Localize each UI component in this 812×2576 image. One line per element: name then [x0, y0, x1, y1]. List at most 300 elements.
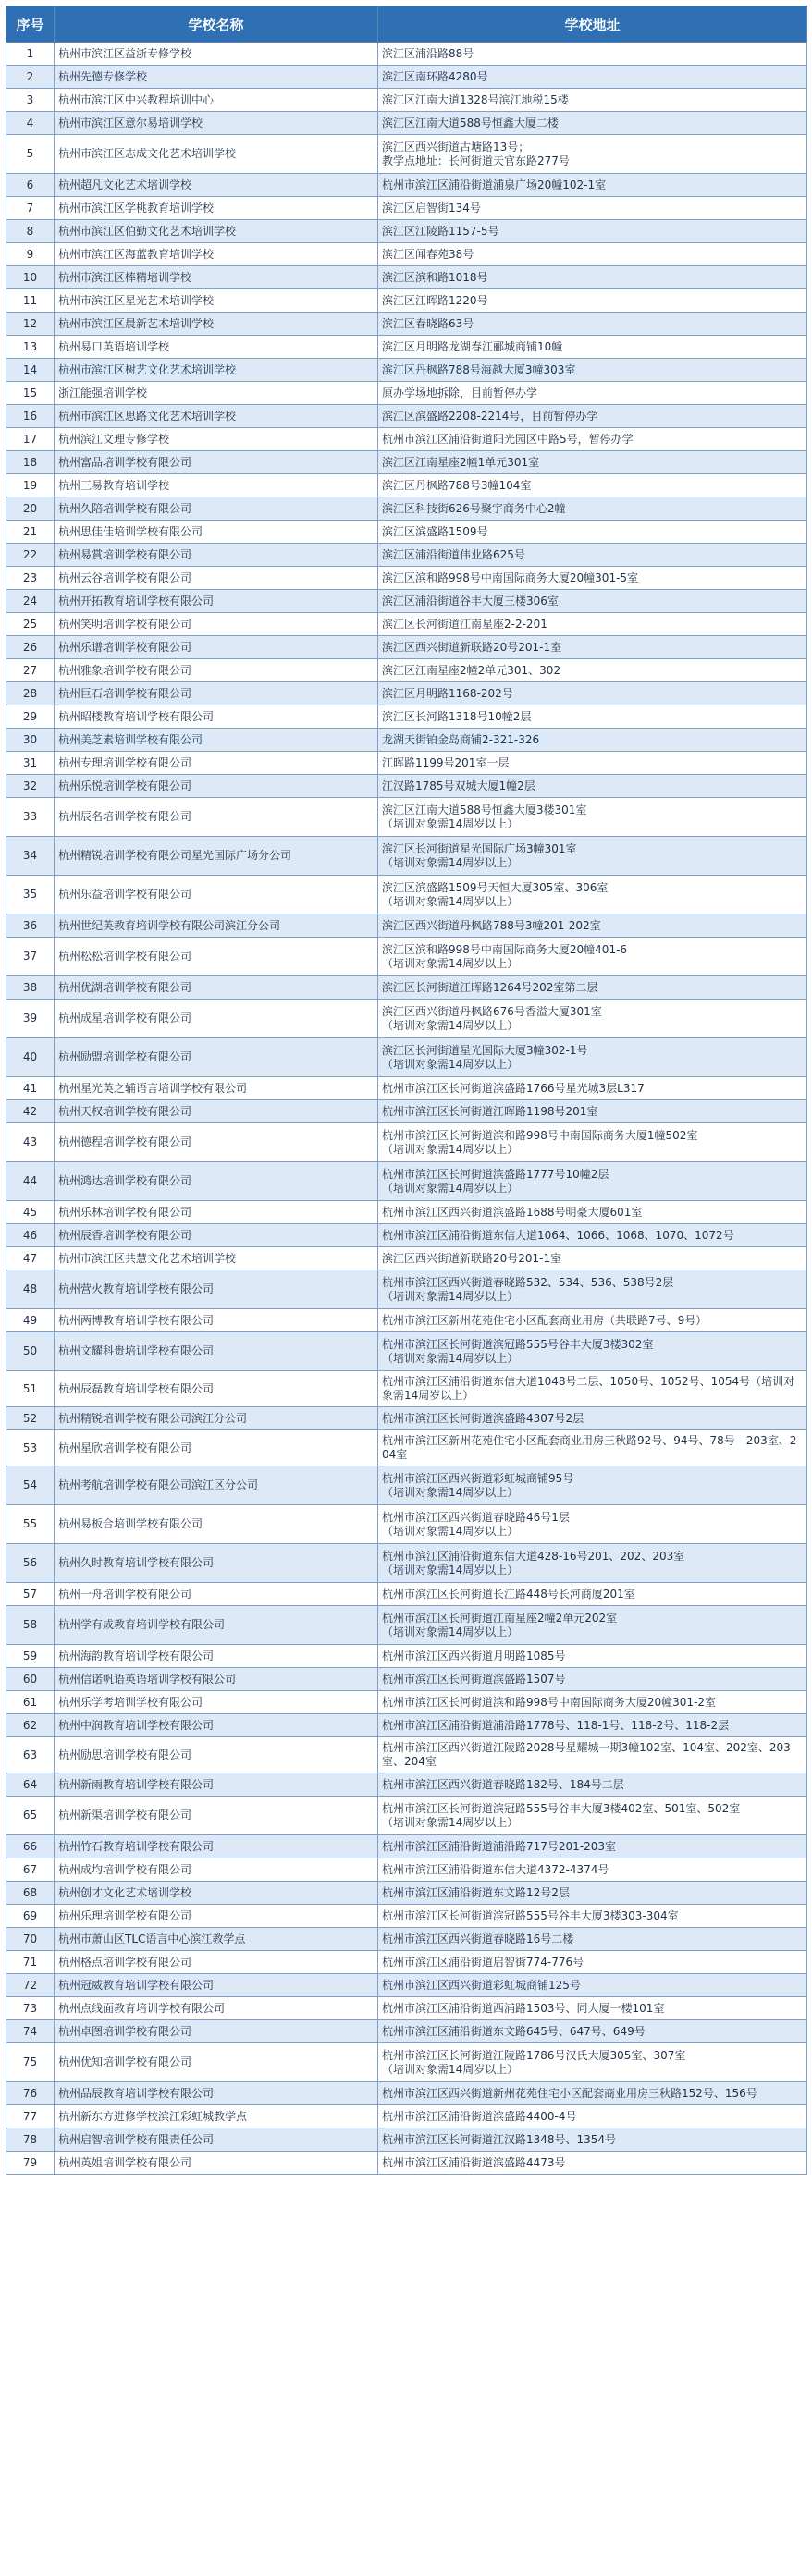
- address-line: 杭州市滨江区长河街道江南星座2幢2单元202室: [382, 1611, 618, 1625]
- address-line: （培训对象需14周岁以上）: [382, 956, 519, 970]
- table-row: [6, 2020, 807, 2043]
- school-name: 杭州易賞培训学校有限公司: [55, 544, 378, 567]
- row-number: 38: [6, 976, 55, 1000]
- row-number: 47: [6, 1247, 55, 1270]
- school-address: [378, 1123, 807, 1162]
- school-address: [378, 1000, 807, 1038]
- address-line: 杭州市滨江区浦沿街道东文路12号2层: [382, 1885, 570, 1899]
- row-number: 13: [6, 336, 55, 359]
- school-address: [378, 1100, 807, 1123]
- school-name: 杭州市滨江区棒精培训学校: [55, 266, 378, 289]
- table-row: [6, 1858, 807, 1882]
- address-line: 杭州市滨江区西兴街道彩虹城商铺125号: [382, 1978, 581, 1992]
- address-line: 滨江区闻春苑38号: [382, 247, 474, 261]
- school-address: [378, 405, 807, 428]
- address-line: 滨江区浦沿路88号: [382, 46, 474, 60]
- table-row: [6, 313, 807, 336]
- table-row: [6, 289, 807, 313]
- school-address: [378, 197, 807, 220]
- school-name: 杭州新东方进修学校滨江彩虹城教学点: [55, 2105, 378, 2128]
- address-line: 杭州市滨江区长河街道滨冠路555号谷丰大厦3楼402室、501室、502室: [382, 1801, 741, 1815]
- row-number: 25: [6, 613, 55, 636]
- school-name: 杭州乐益培训学校有限公司: [55, 876, 378, 914]
- school-name: 杭州市滨江区思路文化艺术培训学校: [55, 405, 378, 428]
- table-row: [6, 474, 807, 497]
- address-line: 杭州市滨江区西兴街道春晓路532、534、536、538号2层: [382, 1275, 674, 1289]
- address-line: （培训对象需14周岁以上）: [382, 1485, 519, 1499]
- row-number: 44: [6, 1162, 55, 1201]
- address-line: （培训对象需14周岁以上）: [382, 1181, 519, 1195]
- address-line: 杭州市滨江区西兴街道新州花苑住宅小区配套商业用房三秋路152号、156号: [382, 2086, 757, 2100]
- row-number: 37: [6, 938, 55, 976]
- school-address: [378, 1858, 807, 1882]
- address-line: 滨江区滨和路998号中南国际商务大厦20幢301-5室: [382, 570, 639, 584]
- school-name: 杭州乐谱培训学校有限公司: [55, 636, 378, 659]
- address-line: （培训对象需14周岁以上）: [382, 855, 519, 869]
- address-line: 滨江区南环路4280号: [382, 69, 488, 83]
- school-name: 杭州天权培训学校有限公司: [55, 1100, 378, 1123]
- school-name: 杭州久陪培训学校有限公司: [55, 497, 378, 521]
- address-line: （培训对象需14周岁以上）: [382, 1289, 519, 1303]
- school-address: [378, 798, 807, 837]
- address-line: 滨江区滨盛路1509号天恒大厦305室、306室: [382, 880, 609, 894]
- school-address: [378, 1332, 807, 1371]
- row-number: 5: [6, 135, 55, 174]
- address-line: 杭州市滨江区西兴街道春晓路182号、184号二层: [382, 1777, 624, 1791]
- address-line: 滨江区月明路龙湖春江郦城商铺10幢: [382, 339, 563, 353]
- school-address: [378, 474, 807, 497]
- school-address: [378, 2128, 807, 2152]
- row-number: 26: [6, 636, 55, 659]
- table-row: [6, 359, 807, 382]
- row-number: 51: [6, 1371, 55, 1407]
- school-name: 杭州优湖培训学校有限公司: [55, 976, 378, 1000]
- address-line: 杭州市滨江区长河街道长江路448号长河商厦201室: [382, 1587, 635, 1601]
- table-row: [6, 451, 807, 474]
- address-line: 滨江区江南大道1328号滨江地税15楼: [382, 92, 569, 106]
- row-number: 32: [6, 775, 55, 798]
- school-address: [378, 243, 807, 266]
- school-address: [378, 729, 807, 752]
- table-row: [6, 613, 807, 636]
- school-name: 杭州文耀科贵培训学校有限公司: [55, 1332, 378, 1371]
- address-line: 杭州市滨江区浦沿街道东文路645号、647号、649号: [382, 2024, 646, 2038]
- row-number: 60: [6, 1668, 55, 1691]
- table-row: [6, 1100, 807, 1123]
- address-line: 杭州市滨江区浦沿街道阳光园区中路5号，暂停办学: [382, 432, 634, 446]
- row-number: 22: [6, 544, 55, 567]
- school-name: 杭州启智培训学校有限责任公司: [55, 2128, 378, 2152]
- row-number: 62: [6, 1714, 55, 1737]
- address-line: （培训对象需14周岁以上）: [382, 816, 519, 830]
- school-address: [378, 837, 807, 876]
- table-row: [6, 590, 807, 613]
- address-line: 杭州市滨江区长河街道滨盛路1777号10幢2层: [382, 1167, 609, 1181]
- header-school-name: 学校名称: [55, 6, 378, 43]
- school-address: [378, 266, 807, 289]
- row-number: 20: [6, 497, 55, 521]
- address-line: 龙湖天街铂金岛商铺2-321-326: [382, 732, 540, 746]
- table-row: [6, 1430, 807, 1466]
- table-row: [6, 1691, 807, 1714]
- address-line: 杭州市滨江区西兴街道春晓路16号二楼: [382, 1932, 574, 1945]
- row-number: 10: [6, 266, 55, 289]
- school-address: [378, 2152, 807, 2175]
- school-name: 杭州市滨江区中兴教程培训中心: [55, 89, 378, 112]
- address-line: 滨江区江南大道588号恒鑫大厦二楼: [382, 116, 559, 129]
- school-name: 杭州开拓教育培训学校有限公司: [55, 590, 378, 613]
- table-row: [6, 43, 807, 66]
- row-number: 39: [6, 1000, 55, 1038]
- address-line: 杭州市滨江区长河街道滨和路998号中南国际商务大厦1幢502室: [382, 1128, 698, 1142]
- school-name: 杭州鸿达培训学校有限公司: [55, 1162, 378, 1201]
- school-name: 杭州易口英语培训学校: [55, 336, 378, 359]
- address-line: 杭州市滨江区新州花苑住宅小区配套商业用房三秋路92号、94号、78号—203室、204室: [382, 1434, 797, 1461]
- school-name: 杭州新雨教育培训学校有限公司: [55, 1773, 378, 1797]
- row-number: 57: [6, 1583, 55, 1606]
- table-row: [6, 1162, 807, 1201]
- school-address: [378, 289, 807, 313]
- row-number: 63: [6, 1737, 55, 1773]
- school-name: 杭州辰名培训学校有限公司: [55, 798, 378, 837]
- school-name: 杭州海韵教育培训学校有限公司: [55, 1645, 378, 1668]
- school-address: [378, 43, 807, 66]
- table-row: [6, 636, 807, 659]
- address-line: （培训对象需14周岁以上）: [382, 1524, 519, 1538]
- address-line: 教学点地址：长河街道天官东路277号: [382, 153, 570, 167]
- school-name: 杭州辰磊教育培训学校有限公司: [55, 1371, 378, 1407]
- school-address: [378, 112, 807, 135]
- school-name: 杭州市滨江区意尔易培训学校: [55, 112, 378, 135]
- school-name: 杭州先德专修学校: [55, 66, 378, 89]
- address-line: 江汉路1785号双城大厦1幢2层: [382, 779, 535, 792]
- row-number: 53: [6, 1430, 55, 1466]
- row-number: 71: [6, 1951, 55, 1974]
- school-name: 杭州雅象培训学校有限公司: [55, 659, 378, 682]
- address-line: 杭州市滨江区浦沿街道浦沿路1778号、118-1号、118-2号、118-2层: [382, 1718, 730, 1732]
- school-address: [378, 521, 807, 544]
- row-number: 65: [6, 1797, 55, 1835]
- row-number: 33: [6, 798, 55, 837]
- school-name: 杭州久时教育培训学校有限公司: [55, 1544, 378, 1583]
- table-row: [6, 938, 807, 976]
- school-address: [378, 1544, 807, 1583]
- table-body: [6, 43, 807, 2175]
- table-row: [6, 1038, 807, 1077]
- address-line: 滨江区江陵路1157-5号: [382, 224, 499, 238]
- row-number: 7: [6, 197, 55, 220]
- address-line: 滨江区丹枫路788号3幢104室: [382, 478, 532, 492]
- address-line: （培训对象需14周岁以上）: [382, 2062, 519, 2076]
- row-number: 24: [6, 590, 55, 613]
- school-name: 杭州精锐培训学校有限公司星光国际广场分公司: [55, 837, 378, 876]
- table-row: [6, 1583, 807, 1606]
- address-line: （培训对象需14周岁以上）: [382, 1018, 519, 1032]
- row-number: 61: [6, 1691, 55, 1714]
- address-line: （培训对象需14周岁以上）: [382, 1351, 519, 1365]
- address-line: 杭州市滨江区长河街道滨冠路555号谷丰大厦3楼303-304室: [382, 1908, 679, 1922]
- address-line: 滨江区江晖路1220号: [382, 293, 488, 307]
- table-row: [6, 729, 807, 752]
- school-address: [378, 1430, 807, 1466]
- address-line: 杭州市滨江区长河街道滨盛路4307号2层: [382, 1411, 584, 1425]
- school-name: 杭州辰香培训学校有限公司: [55, 1224, 378, 1247]
- school-address: [378, 775, 807, 798]
- table-row: [6, 682, 807, 705]
- school-name: 杭州星欣培训学校有限公司: [55, 1430, 378, 1466]
- school-name: 杭州品辰教育培训学校有限公司: [55, 2082, 378, 2105]
- row-number: 52: [6, 1407, 55, 1430]
- school-name: 杭州富品培训学校有限公司: [55, 451, 378, 474]
- school-address: [378, 1951, 807, 1974]
- address-line: 杭州市滨江区浦沿街道浦沿路717号201-203室: [382, 1839, 617, 1853]
- school-address: [378, 1583, 807, 1606]
- school-address: [378, 1162, 807, 1201]
- school-name: 杭州市滨江区共慧文化艺术培训学校: [55, 1247, 378, 1270]
- table-row: [6, 1974, 807, 1997]
- address-line: 滨江区江南星座2幢2单元301、302: [382, 663, 561, 677]
- school-name: 杭州星光英之辅语言培训学校有限公司: [55, 1077, 378, 1100]
- table-row: [6, 197, 807, 220]
- school-name: 杭州市滨江区树艺文化艺术培训学校: [55, 359, 378, 382]
- school-name: 杭州乐林培训学校有限公司: [55, 1201, 378, 1224]
- address-line: 杭州市滨江区西兴街道月明路1085号: [382, 1649, 566, 1662]
- table-row: [6, 1882, 807, 1905]
- address-line: 滨江区滨盛路1509号: [382, 524, 488, 538]
- row-number: 64: [6, 1773, 55, 1797]
- table-row: [6, 2152, 807, 2175]
- address-line: 滨江区江南大道588号恒鑫大厦3楼301室: [382, 803, 587, 816]
- address-line: 杭州市滨江区长河街道滨盛路1766号星光城3层L317: [382, 1081, 645, 1095]
- row-number: 19: [6, 474, 55, 497]
- row-number: 43: [6, 1123, 55, 1162]
- table-row: [6, 112, 807, 135]
- school-address: [378, 1201, 807, 1224]
- school-name: 浙江能强培训学校: [55, 382, 378, 405]
- school-name: 杭州学有成教育培训学校有限公司: [55, 1606, 378, 1645]
- school-address: [378, 89, 807, 112]
- school-address: [378, 544, 807, 567]
- address-line: 杭州市滨江区西兴街道春晓路46号1层: [382, 1510, 570, 1524]
- address-line: 杭州市滨江区长河街道江晖路1198号201室: [382, 1104, 598, 1118]
- address-line: 滨江区浦沿街道谷丰大厦三楼306室: [382, 594, 559, 607]
- table-row: [6, 89, 807, 112]
- row-number: 79: [6, 2152, 55, 2175]
- school-address: [378, 1668, 807, 1691]
- school-name: 杭州中润教育培训学校有限公司: [55, 1714, 378, 1737]
- table-row: [6, 174, 807, 197]
- row-number: 30: [6, 729, 55, 752]
- table-row: [6, 659, 807, 682]
- school-address: [378, 1974, 807, 1997]
- row-number: 77: [6, 2105, 55, 2128]
- table-row: [6, 1773, 807, 1797]
- row-number: 35: [6, 876, 55, 914]
- table-row: [6, 567, 807, 590]
- school-name: 杭州市滨江区伯勤文化艺术培训学校: [55, 220, 378, 243]
- address-line: 滨江区长河街道星光国际广场3幢301室: [382, 841, 577, 855]
- school-name: 杭州乐学考培训学校有限公司: [55, 1691, 378, 1714]
- row-number: 55: [6, 1505, 55, 1544]
- school-address: [378, 1997, 807, 2020]
- row-number: 40: [6, 1038, 55, 1077]
- school-name: 杭州滨江文理专修学校: [55, 428, 378, 451]
- address-line: 原办学场地拆除，目前暂停办学: [382, 386, 538, 399]
- address-line: 江晖路1199号201室一层: [382, 755, 510, 769]
- school-name: 杭州美芝素培训学校有限公司: [55, 729, 378, 752]
- row-number: 73: [6, 1997, 55, 2020]
- school-address: [378, 313, 807, 336]
- school-address: [378, 1797, 807, 1835]
- row-number: 66: [6, 1835, 55, 1858]
- school-name: 杭州松松培训学校有限公司: [55, 938, 378, 976]
- school-name: 杭州信诺帆语英语培训学校有限公司: [55, 1668, 378, 1691]
- school-name: 杭州市萧山区TLC语言中心滨江教学点: [55, 1928, 378, 1951]
- address-line: 杭州市滨江区浦沿街道滨盛路4473号: [382, 2155, 566, 2169]
- row-number: 54: [6, 1466, 55, 1505]
- school-address: [378, 938, 807, 976]
- header-school-address: 学校地址: [378, 6, 807, 43]
- address-line: 杭州市滨江区西兴街道彩虹城商铺95号: [382, 1471, 574, 1485]
- school-name: 杭州考航培训学校有限公司滨江区分公司: [55, 1466, 378, 1505]
- school-address: [378, 1505, 807, 1544]
- school-address: [378, 336, 807, 359]
- row-number: 76: [6, 2082, 55, 2105]
- school-address: [378, 976, 807, 1000]
- row-number: 29: [6, 705, 55, 729]
- school-address: [378, 1835, 807, 1858]
- table-row: [6, 2105, 807, 2128]
- table-row: [6, 497, 807, 521]
- row-number: 17: [6, 428, 55, 451]
- school-name: 杭州市滨江区学桃教育培训学校: [55, 197, 378, 220]
- row-number: 11: [6, 289, 55, 313]
- row-number: 49: [6, 1309, 55, 1332]
- table-row: [6, 2082, 807, 2105]
- school-address: [378, 1077, 807, 1100]
- table-row: [6, 1224, 807, 1247]
- table-row: [6, 1997, 807, 2020]
- table-row: [6, 837, 807, 876]
- school-address: [378, 876, 807, 914]
- table-row: [6, 2128, 807, 2152]
- table-row: [6, 798, 807, 837]
- address-line: 滨江区滨盛路2208-2214号，目前暂停办学: [382, 409, 598, 423]
- row-number: 2: [6, 66, 55, 89]
- school-name: 杭州一舟培训学校有限公司: [55, 1583, 378, 1606]
- school-name: 杭州德程培训学校有限公司: [55, 1123, 378, 1162]
- school-name: 杭州市滨江区益浙专修学校: [55, 43, 378, 66]
- row-number: 36: [6, 914, 55, 938]
- school-name: 杭州励思培训学校有限公司: [55, 1737, 378, 1773]
- address-line: 杭州市滨江区新州花苑住宅小区配套商业用房（共联路7号、9号）: [382, 1313, 707, 1327]
- school-name: 杭州点线面教育培训学校有限公司: [55, 1997, 378, 2020]
- table-row: [6, 1123, 807, 1162]
- school-address: [378, 1371, 807, 1407]
- table-row: [6, 1247, 807, 1270]
- table-row: [6, 752, 807, 775]
- school-address: [378, 1928, 807, 1951]
- school-name: 杭州格点培训学校有限公司: [55, 1951, 378, 1974]
- table-row: [6, 1505, 807, 1544]
- row-number: 48: [6, 1270, 55, 1309]
- table-row: [6, 1309, 807, 1332]
- row-number: 34: [6, 837, 55, 876]
- address-line: （培训对象需14周岁以上）: [382, 1142, 519, 1156]
- school-name: 杭州卓图培训学校有限公司: [55, 2020, 378, 2043]
- school-address: [378, 2043, 807, 2082]
- address-line: 杭州市滨江区浦沿街道东信大道4372-4374号: [382, 1862, 609, 1876]
- school-address: [378, 613, 807, 636]
- address-line: 杭州市滨江区浦沿街道滨盛路4400-4号: [382, 2109, 577, 2123]
- row-number: 45: [6, 1201, 55, 1224]
- school-name: 杭州市滨江区志成文化艺术培训学校: [55, 135, 378, 174]
- address-line: 滨江区月明路1168-202号: [382, 686, 513, 700]
- address-line: 杭州市滨江区浦沿街道东信大道1048号二层、1050号、1052号、1054号（培训对象需14周岁以上）: [382, 1375, 795, 1402]
- row-number: 46: [6, 1224, 55, 1247]
- address-line: 滨江区西兴街道丹枫路788号3幢201-202室: [382, 918, 601, 932]
- address-line: 杭州市滨江区西兴街道滨盛路1688号明豪大厦601室: [382, 1205, 643, 1219]
- address-line: 杭州市滨江区长河街道滨冠路555号谷丰大厦3楼302室: [382, 1337, 654, 1351]
- row-number: 41: [6, 1077, 55, 1100]
- school-name: 杭州巨石培训学校有限公司: [55, 682, 378, 705]
- school-address: [378, 2082, 807, 2105]
- address-line: 杭州市滨江区浦沿街道东信大道1064、1066、1068、1070、1072号: [382, 1228, 734, 1242]
- school-name: 杭州成星培训学校有限公司: [55, 1000, 378, 1038]
- school-address: [378, 359, 807, 382]
- row-number: 69: [6, 1905, 55, 1928]
- address-line: （培训对象需14周岁以上）: [382, 1057, 519, 1071]
- school-address: [378, 1247, 807, 1270]
- row-number: 8: [6, 220, 55, 243]
- table-row: [6, 382, 807, 405]
- school-name: 杭州市滨江区晨新艺术培训学校: [55, 313, 378, 336]
- school-name: 杭州创才文化艺术培训学校: [55, 1882, 378, 1905]
- address-line: （培训对象需14周岁以上）: [382, 1563, 519, 1576]
- address-line: 滨江区浦沿街道伟业路625号: [382, 547, 525, 561]
- school-address: [378, 451, 807, 474]
- table-row: [6, 1077, 807, 1100]
- address-line: 滨江区长河路1318号10幢2层: [382, 709, 532, 723]
- school-name: 杭州昭楼教育培训学校有限公司: [55, 705, 378, 729]
- school-address: [378, 1407, 807, 1430]
- row-number: 50: [6, 1332, 55, 1371]
- header-no: 序号: [6, 6, 55, 43]
- address-line: 杭州市滨江区浦沿街道东信大道428-16号201、202、203室: [382, 1549, 685, 1563]
- address-line: 滨江区启智街134号: [382, 201, 481, 215]
- table-row: [6, 220, 807, 243]
- table-row: [6, 1606, 807, 1645]
- school-name: 杭州成均培训学校有限公司: [55, 1858, 378, 1882]
- school-address: [378, 497, 807, 521]
- table-row: [6, 1645, 807, 1668]
- school-address: [378, 2105, 807, 2128]
- school-address: [378, 1606, 807, 1645]
- table-row: [6, 135, 807, 174]
- address-line: （培训对象需14周岁以上）: [382, 894, 519, 908]
- row-number: 68: [6, 1882, 55, 1905]
- table-row: [6, 1371, 807, 1407]
- school-address: [378, 1309, 807, 1332]
- school-name: 杭州乐悦培训学校有限公司: [55, 775, 378, 798]
- address-line: 杭州市滨江区长河街道江汉路1348号、1354号: [382, 2132, 617, 2146]
- school-address: [378, 1224, 807, 1247]
- address-line: 滨江区滨和路1018号: [382, 270, 488, 284]
- table-row: [6, 243, 807, 266]
- school-address: [378, 1038, 807, 1077]
- table-row: [6, 914, 807, 938]
- school-name: 杭州思佳佳培训学校有限公司: [55, 521, 378, 544]
